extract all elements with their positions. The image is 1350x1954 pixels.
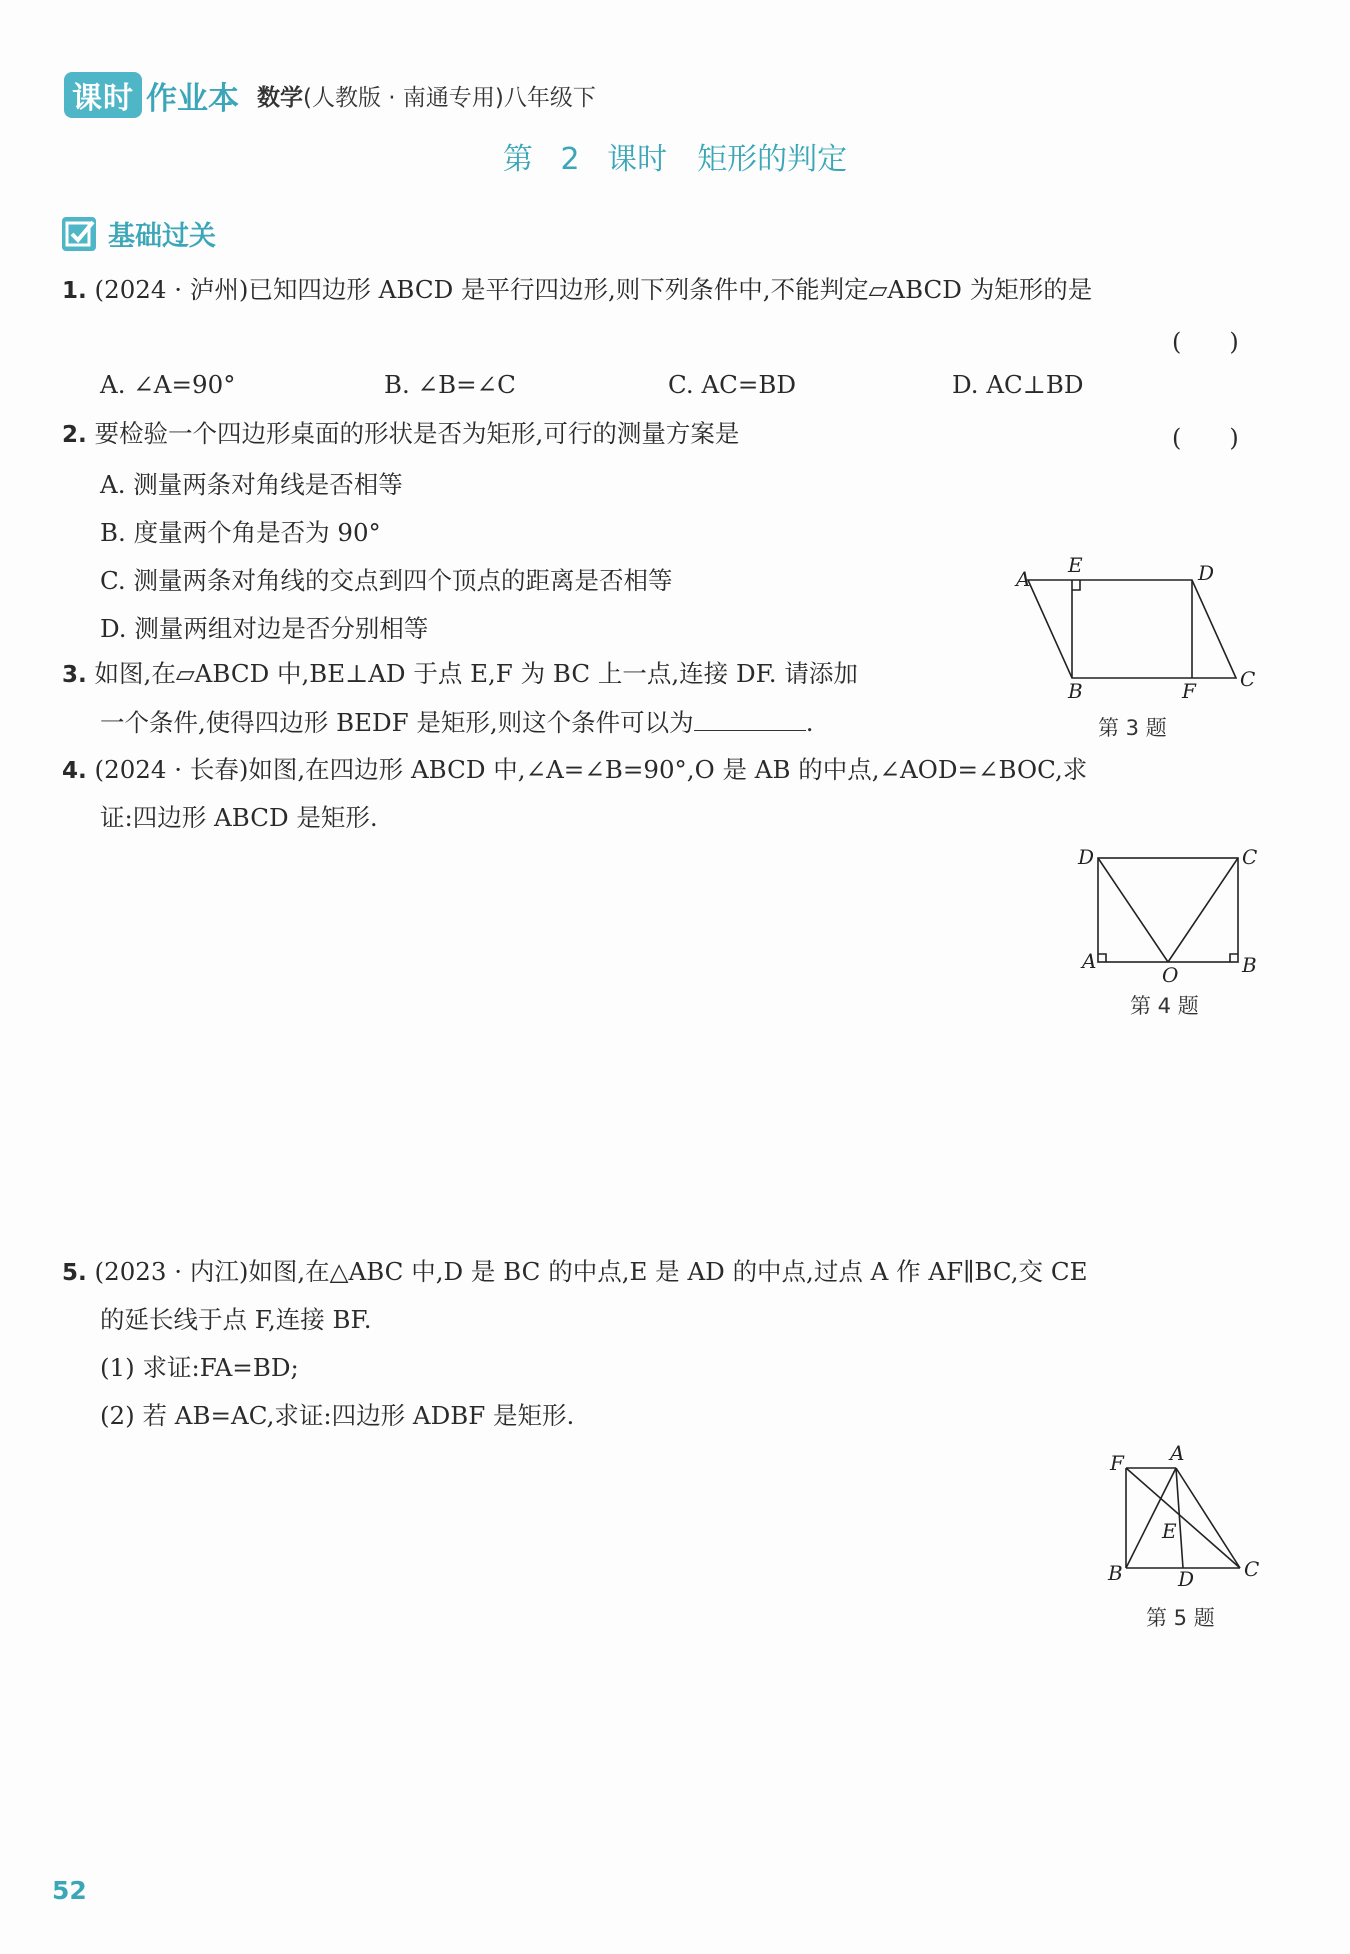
checkbox-icon <box>62 217 96 251</box>
figure-5-caption: 第 5 题 <box>1146 1606 1215 1630</box>
answer-paren: ( ) <box>1172 328 1239 356</box>
question-text: 要检验一个四边形桌面的形状是否为矩形,可行的测量方案是 <box>94 419 740 448</box>
label-a: A <box>1082 949 1097 973</box>
label-c: C <box>1240 667 1256 691</box>
brand-logo: 课时 <box>64 72 142 118</box>
edition-label: (人教版 · 南通专用)八年级下 <box>303 84 596 111</box>
question-number: 2. <box>62 422 87 448</box>
lesson-title: 第 2 课时 矩形的判定 <box>502 142 848 177</box>
label-b: B <box>1242 953 1257 977</box>
option-b: B. ∠B=∠C <box>384 370 516 399</box>
label-f: F <box>1110 1451 1124 1475</box>
question-text-line-2: 一个条件,使得四边形 BEDF 是矩形,则这个条件可以为 <box>100 708 694 737</box>
answer-paren: ( ) <box>1172 424 1239 452</box>
figure-4-rectangle <box>1070 840 1270 990</box>
label-b: B <box>1068 679 1083 703</box>
sub-question-1: (1) 求证:FA=BD; <box>100 1353 299 1382</box>
answer-blank[interactable] <box>694 706 806 731</box>
question-text: (2024 · 泸州)已知四边形 ABCD 是平行四边形,则下列条件中,不能判定▱ABCD 为矩形的是 <box>94 275 1093 304</box>
question-3 <box>62 658 858 691</box>
question-5-line-2: 的延长线于点 F,连接 BF. <box>100 1305 372 1334</box>
question-4 <box>62 754 1087 787</box>
question-1 <box>62 274 1092 307</box>
book-subtitle <box>257 79 596 112</box>
label-a: A <box>1170 1441 1185 1465</box>
question-5 <box>62 1256 1087 1289</box>
option-c: C. 测量两条对角线的交点到四个顶点的距离是否相等 <box>100 566 673 595</box>
section-title: 基础过关 <box>108 221 216 252</box>
question-number: 1. <box>62 278 87 304</box>
option-c: C. AC=BD <box>668 370 797 399</box>
label-o: O <box>1162 963 1179 987</box>
label-f: F <box>1182 679 1196 703</box>
label-e: E <box>1068 553 1083 577</box>
section-header <box>62 214 216 253</box>
figure-3-caption: 第 3 题 <box>1098 716 1167 740</box>
option-a: A. 测量两条对角线是否相等 <box>100 470 403 499</box>
question-2 <box>62 418 739 451</box>
brand-header <box>64 72 596 118</box>
label-b: B <box>1108 1561 1123 1585</box>
label-c: C <box>1242 845 1258 869</box>
question-4-line-2: 证:四边形 ABCD 是矩形. <box>100 803 378 832</box>
label-e: E <box>1162 1519 1177 1543</box>
figure-5-triangle <box>1100 1441 1270 1596</box>
question-3-line-2 <box>100 706 813 739</box>
question-number: 5. <box>62 1260 87 1286</box>
label-d: D <box>1198 561 1215 585</box>
brand-name: 作业本 <box>146 80 239 117</box>
figure-3-parallelogram <box>1012 552 1272 712</box>
question-text-line-1: 如图,在▱ABCD 中,BE⊥AD 于点 E,F 为 BC 上一点,连接 DF. 请添加 <box>94 659 858 688</box>
subject-label: 数学 <box>257 84 303 111</box>
label-a: A <box>1016 567 1031 591</box>
figure-4-caption: 第 4 题 <box>1130 994 1199 1018</box>
option-d: D. 测量两组对边是否分别相等 <box>100 614 429 643</box>
option-b: B. 度量两个角是否为 90° <box>100 518 381 547</box>
period: . <box>805 708 814 737</box>
page-number: 52 <box>52 1876 87 1905</box>
question-text-line-1: (2023 · 内江)如图,在△ABC 中,D 是 BC 的中点,E 是 AD 的中点,过点 A 作 AF∥BC,交 CE <box>94 1257 1088 1286</box>
sub-question-2: (2) 若 AB=AC,求证:四边形 ADBF 是矩形. <box>100 1401 575 1430</box>
label-c: C <box>1244 1557 1260 1581</box>
option-a: A. ∠A=90° <box>100 370 236 399</box>
question-number: 4. <box>62 758 87 784</box>
question-text-line-1: (2024 · 长春)如图,在四边形 ABCD 中,∠A=∠B=90°,O 是 AB 的中点,∠AOD=∠BOC,求 <box>94 755 1088 784</box>
label-d: D <box>1178 1567 1195 1591</box>
label-d: D <box>1078 845 1095 869</box>
question-number: 3. <box>62 662 87 688</box>
option-d: D. AC⊥BD <box>952 370 1084 399</box>
